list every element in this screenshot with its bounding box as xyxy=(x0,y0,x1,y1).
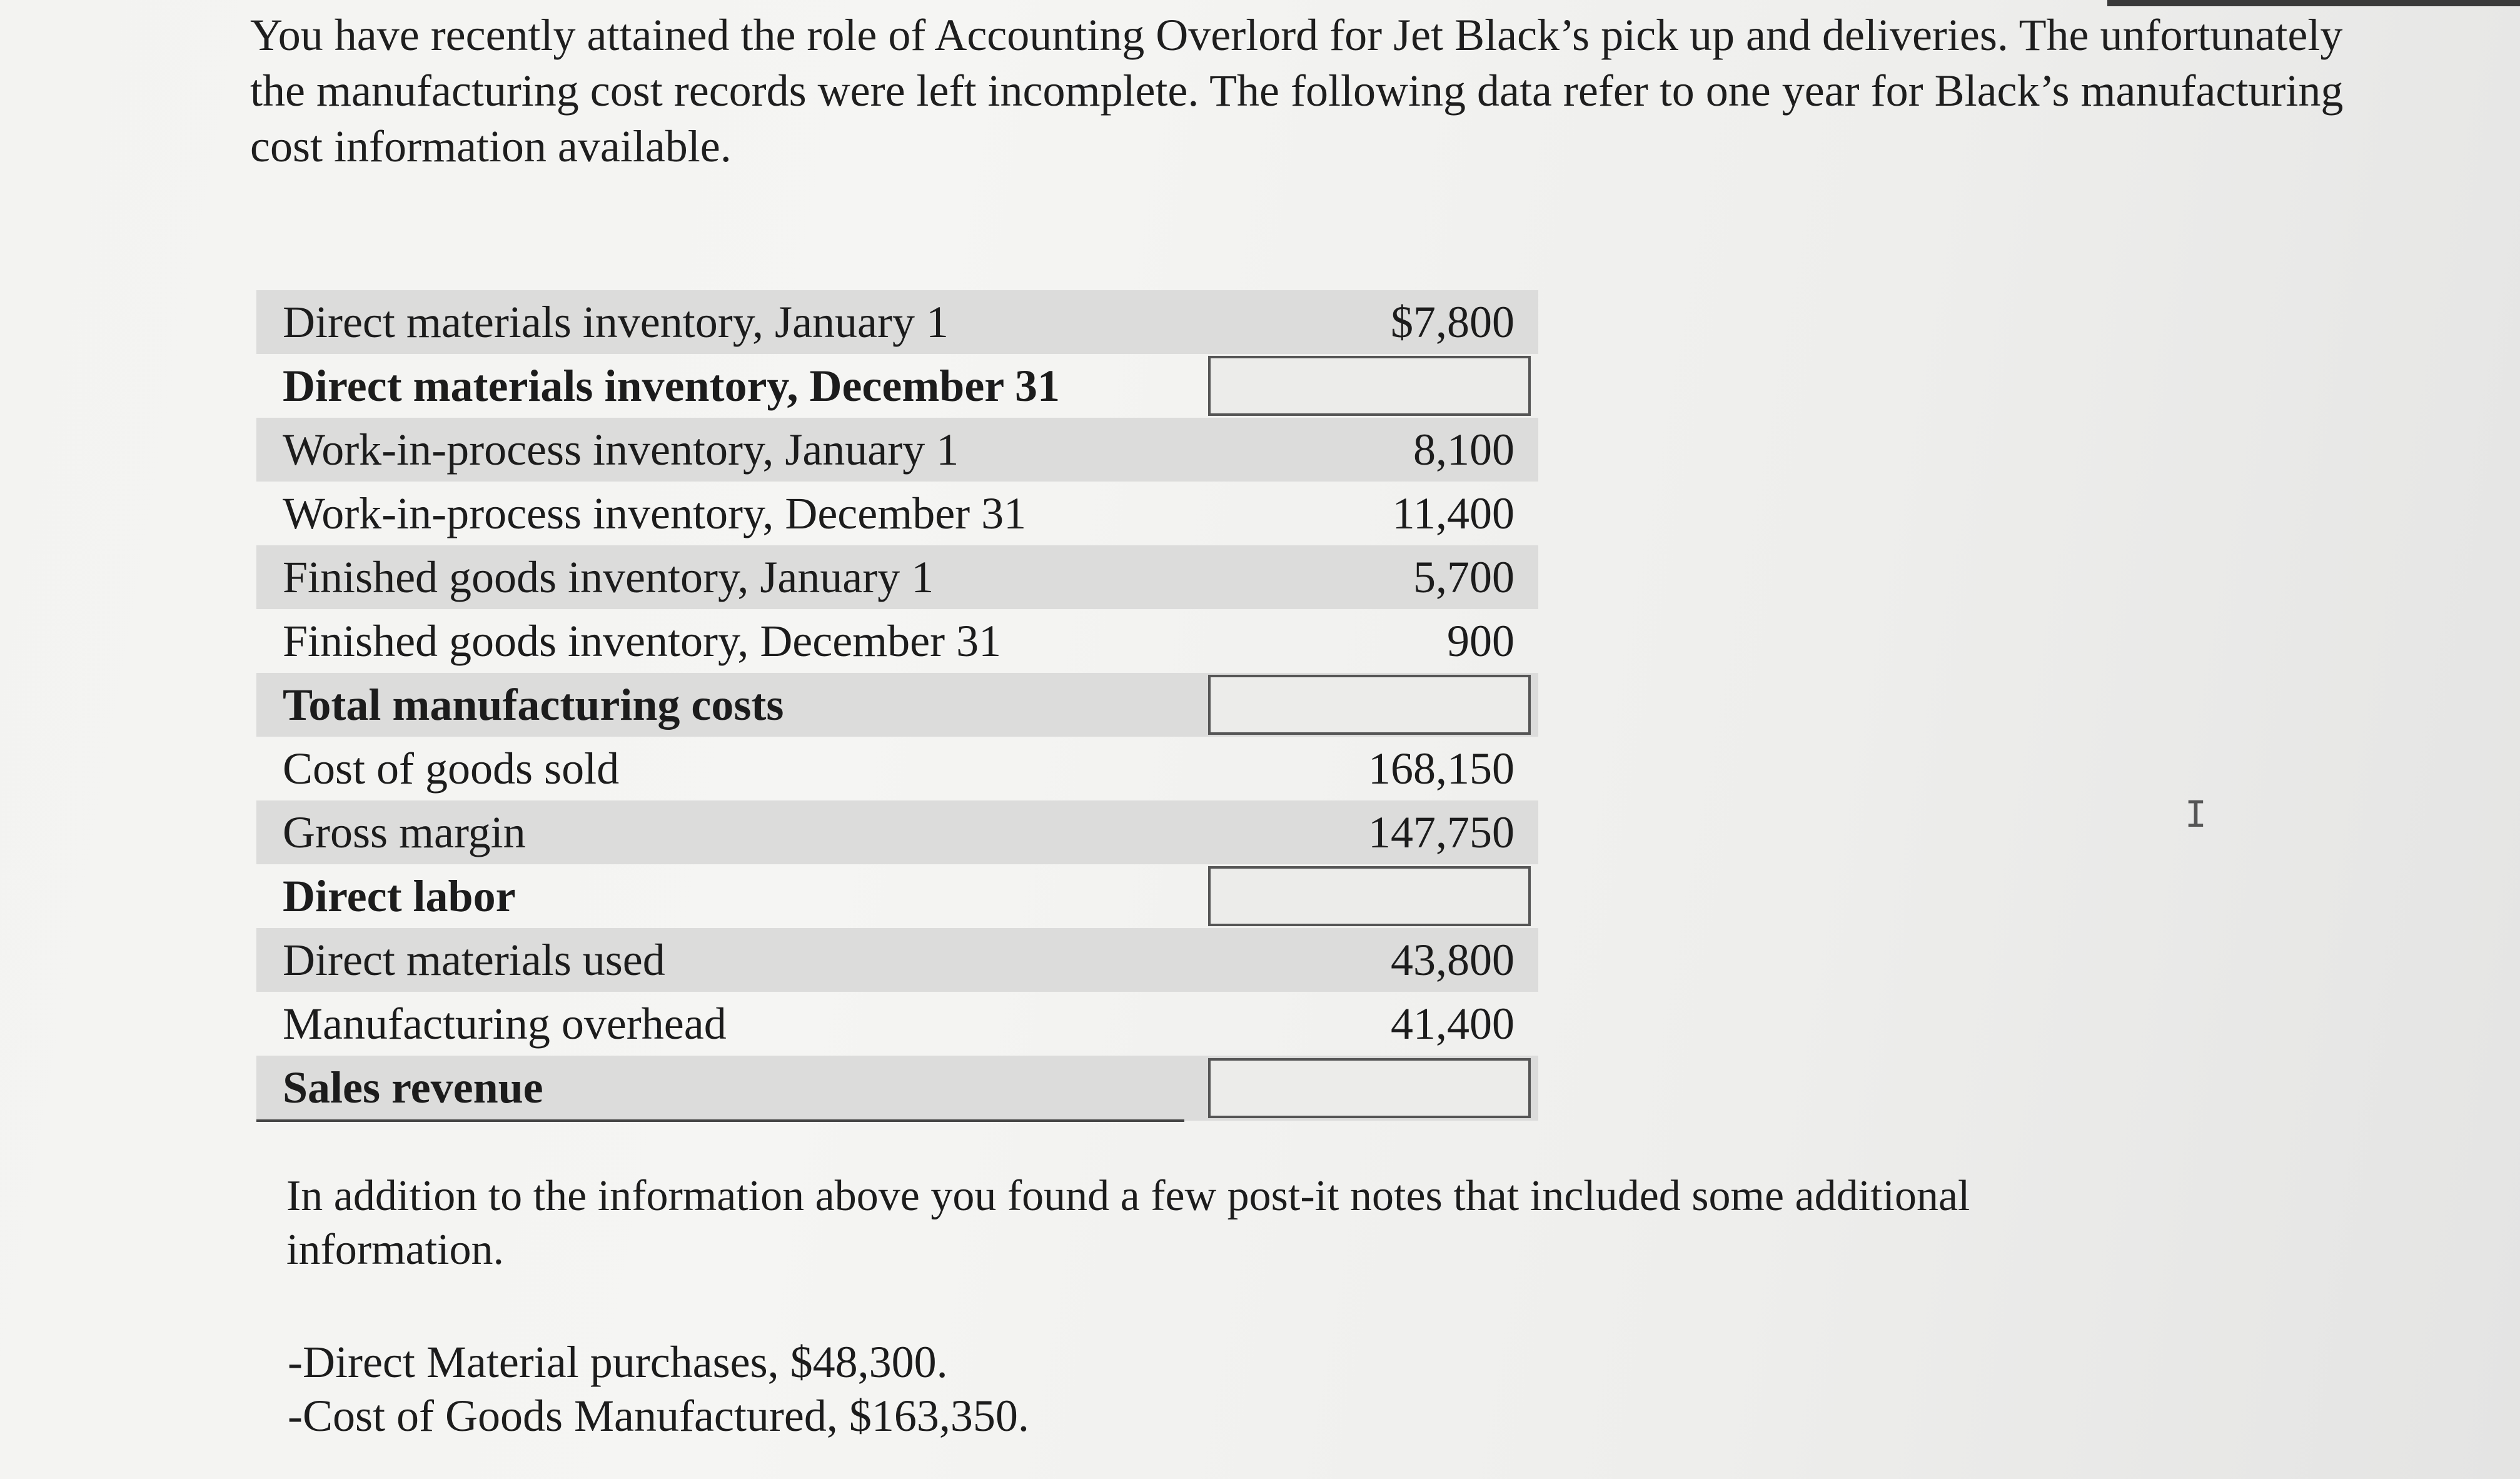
row-value: 43,800 xyxy=(1184,928,1539,992)
row-label: Direct materials inventory, January 1 xyxy=(256,290,1184,354)
row-label: Sales revenue xyxy=(256,1056,1184,1121)
row-label: Gross margin xyxy=(256,800,1184,864)
table-row xyxy=(256,800,1538,864)
table-row xyxy=(256,1056,1538,1121)
table-row xyxy=(256,290,1538,354)
row-label: Direct labor xyxy=(283,871,516,921)
total-manufacturing-costs-input[interactable] xyxy=(1208,675,1531,735)
table-row xyxy=(256,609,1538,673)
row-value: 168,150 xyxy=(1368,743,1515,794)
row-label: Finished goods inventory, January 1 xyxy=(256,545,1184,609)
row-value: $7,800 xyxy=(1184,290,1539,354)
table-row xyxy=(256,737,1538,800)
row-label: Finished goods inventory, December 31 xyxy=(283,615,1002,666)
dm-inventory-dec31-input[interactable] xyxy=(1208,356,1531,416)
row-label: Total manufacturing costs xyxy=(256,673,1184,737)
post-it-intro: In addition to the information above you found a few post-it notes that included some additional information. xyxy=(286,1172,1970,1274)
row-value: 41,400 xyxy=(1391,998,1515,1049)
row-value: 900 xyxy=(1447,615,1515,666)
table-row xyxy=(256,482,1538,545)
table-row xyxy=(256,928,1538,992)
answer-cell xyxy=(1184,673,1539,737)
text-cursor-icon: I xyxy=(2185,793,2207,835)
row-value: 147,750 xyxy=(1184,800,1539,864)
cost-data-table xyxy=(256,290,1538,1122)
answer-cell xyxy=(1184,864,1539,928)
table-row xyxy=(256,673,1538,737)
row-value: 8,100 xyxy=(1184,418,1539,482)
answer-cell xyxy=(1184,354,1539,418)
row-label: Work-in-process inventory, January 1 xyxy=(256,418,1184,482)
post-it-notes xyxy=(288,1335,1029,1443)
table-row xyxy=(256,418,1538,482)
row-value: 11,400 xyxy=(1392,488,1515,538)
list-item: -Cost of Goods Manufactured, $163,350. xyxy=(288,1391,1029,1441)
row-label: Manufacturing overhead xyxy=(283,998,727,1049)
answer-cell xyxy=(1184,1056,1539,1121)
table-row xyxy=(256,354,1538,418)
row-label: Work-in-process inventory, December 31 xyxy=(283,488,1027,538)
row-label: Direct materials used xyxy=(256,928,1184,992)
intro-paragraph: You have recently attained the role of Accounting Overlord for Jet Black’s pick up and deliveries. The unfortunately the manufacturing cost records were left incomplete. The following data refer to one year for Black’s manufacturing cost information available. xyxy=(250,10,2344,171)
screen-top-edge xyxy=(2107,0,2520,6)
list-item: -Direct Material purchases, $48,300. xyxy=(288,1337,948,1387)
direct-labor-input[interactable] xyxy=(1208,866,1531,926)
row-label: Direct materials inventory, December 31 xyxy=(283,360,1060,411)
row-value: 5,700 xyxy=(1184,545,1539,609)
table-row xyxy=(256,992,1538,1056)
sales-revenue-input[interactable] xyxy=(1208,1058,1531,1118)
table-row xyxy=(256,545,1538,609)
row-label: Cost of goods sold xyxy=(283,743,620,794)
table-row xyxy=(256,864,1538,928)
